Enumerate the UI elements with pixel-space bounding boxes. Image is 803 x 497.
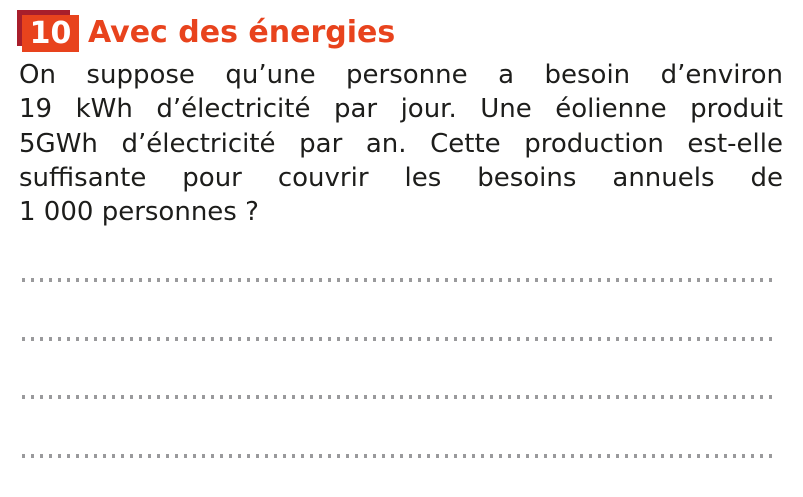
exercise-number: 10 (29, 15, 72, 51)
exercise-number-badge (22, 15, 79, 52)
answer-dotted-line (22, 454, 778, 458)
statement-line: 5GWh d’électricité par an. Cette production est-elle (19, 128, 783, 159)
answer-dotted-line (22, 278, 778, 282)
answer-dotted-line (22, 337, 778, 341)
answer-dotted-line (22, 395, 778, 399)
statement-line: On suppose qu’une personne a besoin d’environ (19, 60, 783, 90)
statement-line: suffisante pour couvrir les besoins annuels de (19, 162, 783, 193)
statement-line: 1 000 personnes ? (19, 197, 259, 228)
exercise-statement (19, 58, 783, 229)
statement-line: 19 kWh d’électricité par jour. Une éolienne produit (19, 94, 783, 125)
exercise-title: Avec des énergies (88, 15, 396, 50)
